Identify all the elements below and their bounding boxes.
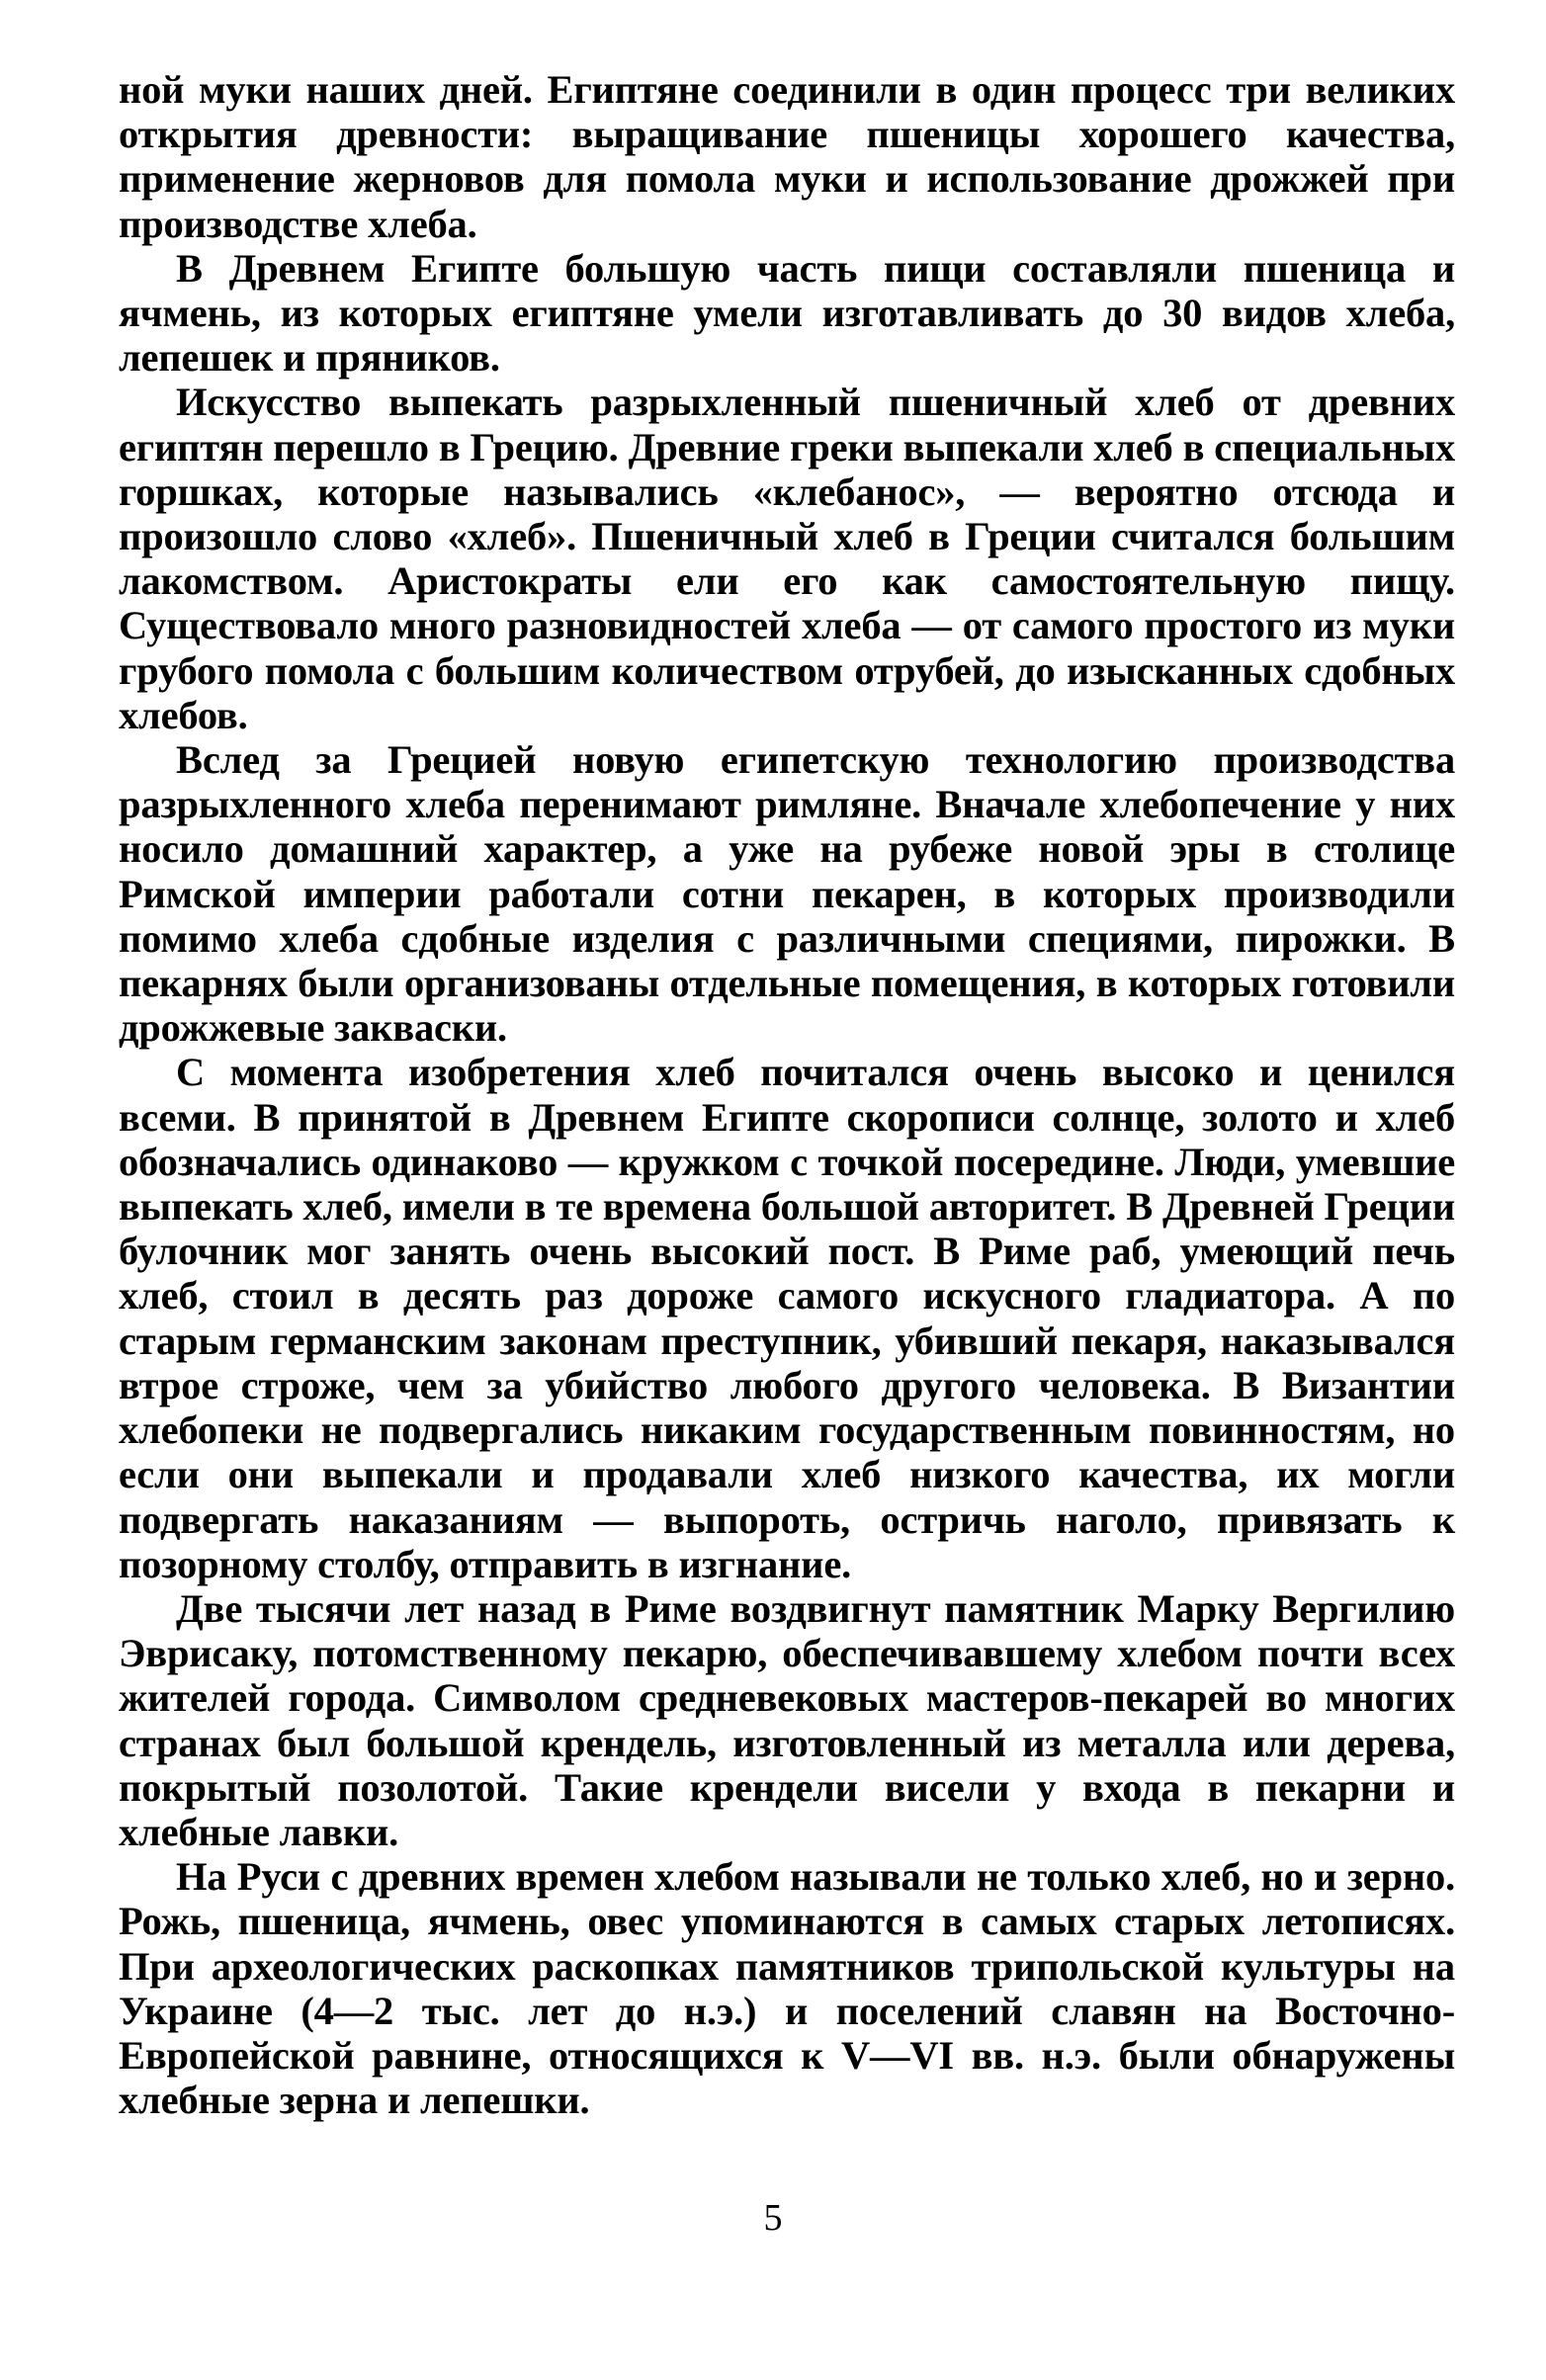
paragraph-2: В Древнем Египте большую часть пищи составляли пшеница и ячмень, из которых египтяне умели изготавливать до 30 видов хлеба, лепешек и пряников. xyxy=(119,245,1455,381)
paragraph-4: Вслед за Грецией новую египетскую технологию производства разрыхленного хлеба перенимают римляне. Вначале хлебопечение у них носило домашний характер, а уже на рубеже новой эры в столице Римской империи работали сотни пекарен, в которых производили помимо хлеба сдобные изделия с различными специями, пирожки. В пекарнях были организованы отдельные помещения, в которых готовили дрожжевые закваски. xyxy=(119,737,1455,1051)
paragraph-6: Две тысячи лет назад в Риме воздвигнут памятник Марку Вергилию Эврисаку, потомственному пекарю, обеспечивавшему хлебом почти всех жителей города. Символом средневековых мастеров-пекарей во многих странах был большой крендель, изготовленный из металла или дерева, покрытый позолотой. Такие крендели висели у входа в пекарни и хлебные лавки. xyxy=(119,1585,1455,1854)
paragraph-5: С момента изобретения хлеб почитался очень высоко и ценился всеми. В принятой в Древнем Египте скорописи солнце, золото и хлеб обозначались одинаково — кружком с точкой посередине. Люди, умевшие выпекать хлеб, имели в те времена большой авторитет. В Древней Греции булочник мог занять очень высокий пост. В Риме раб, умеющий печь хлеб, стоил в десять раз дороже самого искусного гладиатора. А по старым германским законам преступник, убивший пекаря, наказывался втрое строже, чем за убийство любого другого человека. В Византии хлебопеки не подвергались никаким государственным повинностям, но если они выпекали и продавали хлеб низкого качества, их могли подвергать наказаниям — выпороть, остричь наголо, привязать к позорному столбу, отправить в изгнание. xyxy=(119,1050,1455,1586)
paragraph-1: ной муки наших дней. Египтяне соединили в один процесс три великих открытия древности: выращивание пшеницы хорошего качества, применение жерновов для помола муки и использование дрожжей при производстве хлеба. xyxy=(119,67,1455,246)
paragraph-7: На Руси с древних времен хлебом называли не только хлеб, но и зерно. Рожь, пшеница, ячмень, овес упоминаются в самых старых летописях. При археологических раскопках памятников трипольской культуры на Украине (4—2 тыс. лет до н.э.) и поселений славян на Восточно-Европейской равнине, относящихся к V—VI вв. н.э. были обнаружены хлебные зерна и лепешки. xyxy=(119,1854,1455,2123)
body-text xyxy=(119,67,1455,2122)
paragraph-3: Искусство выпекать разрыхленный пшеничный хлеб от древних египтян перешло в Грецию. Древние греки выпекали хлеб в специальных горшках, которые назывались «клебанос», — вероятно отсюда и произошло слово «хлеб». Пшеничный хлеб в Греции считался большим лакомством. Аристократы ели его как самостоятельную пищу. Существовало много разновидностей хлеба — от самого простого из муки грубого помола с большим количеством отрубей, до изысканных сдобных хлебов. xyxy=(119,380,1455,737)
page-number: 5 xyxy=(763,2197,783,2239)
